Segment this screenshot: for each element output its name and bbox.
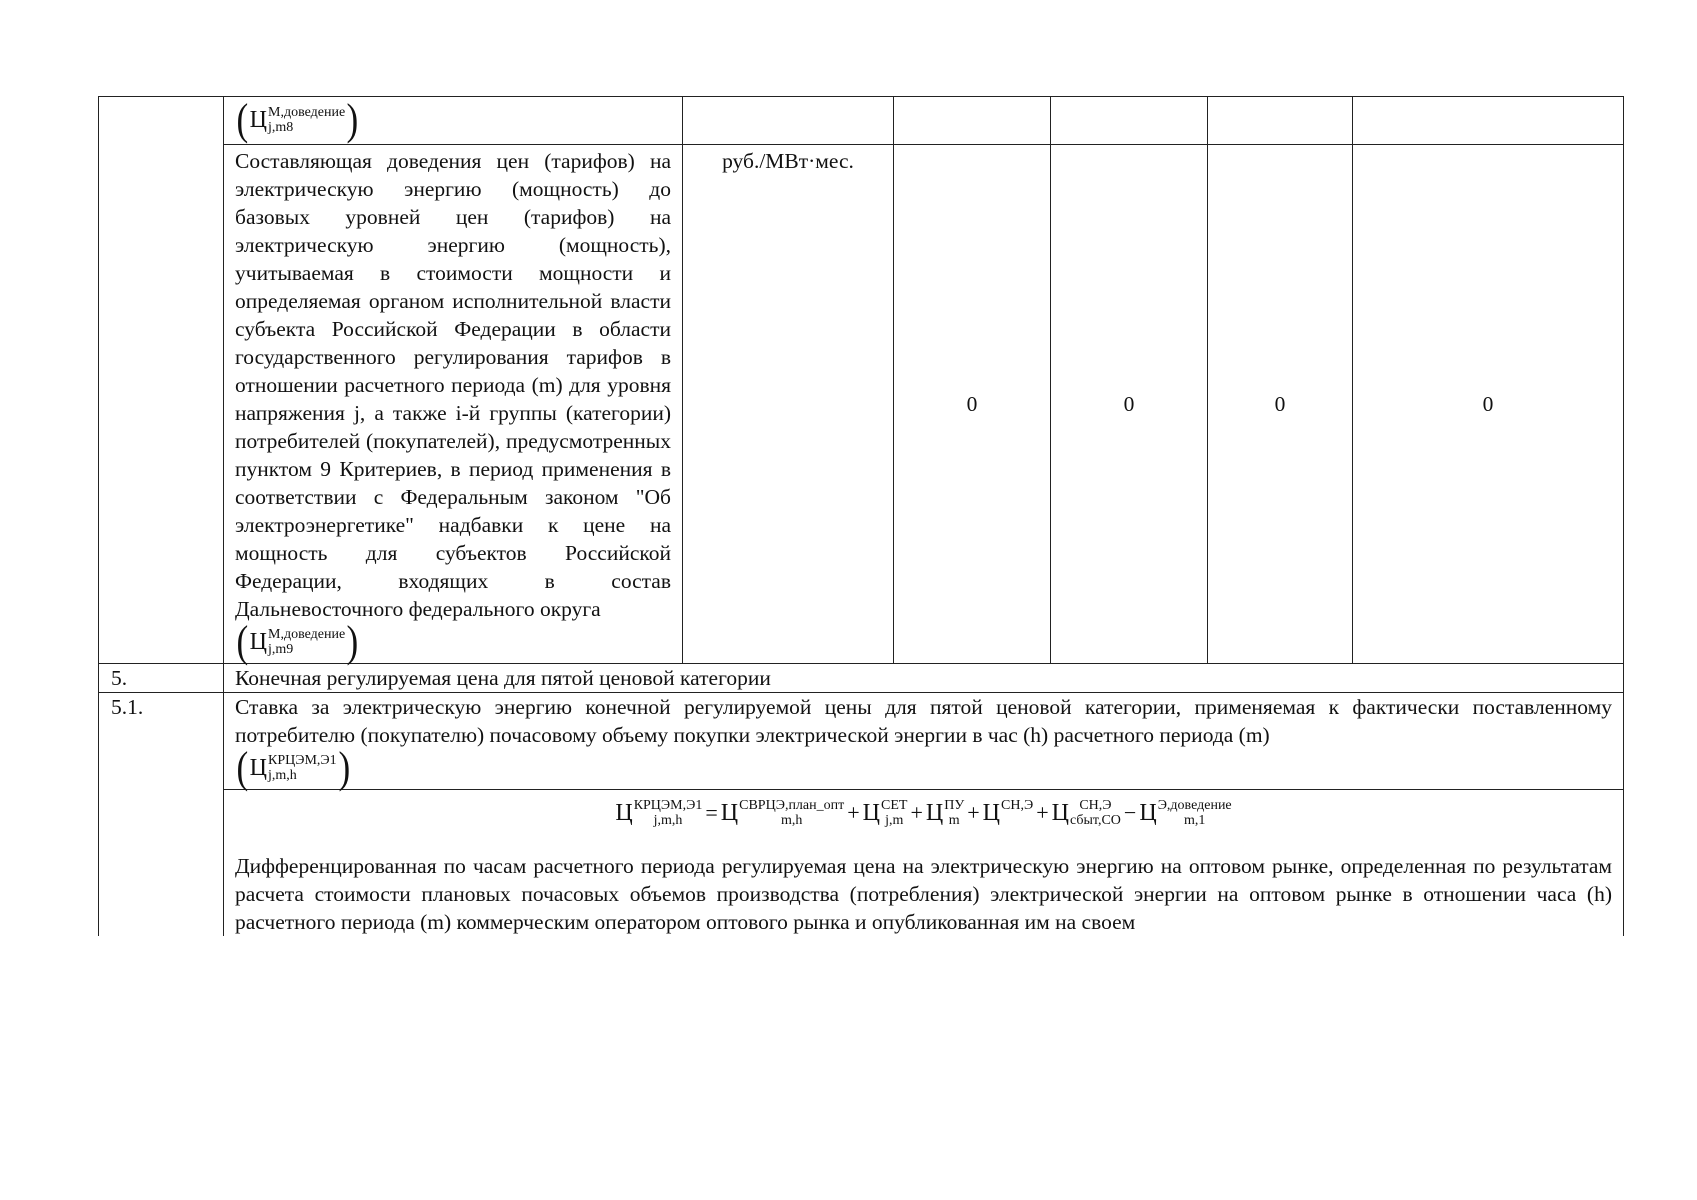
formula-cell xyxy=(224,790,1624,937)
description-cell xyxy=(224,693,1624,790)
formula-subscript: сбыт,СО xyxy=(1069,813,1121,828)
row-number-cell: 5. xyxy=(99,664,224,693)
row-number-cell: 5.1. xyxy=(99,693,224,937)
description-text: Составляющая доведения цен (тарифов) на электрическую энергию (мощность) до базовых уровней цен (тарифов) на электрическую энергию (мощность), учитываемая в стоимости мощности и определяемая органом исполнительной власти субъекта Российской Федерации в области государственного регулирования тарифов в отношении расчетного периода (m) для уровня напряжения j, а также i-й группы (категории) потребителей (покупателей), предусмотренных пунктом 9 Критериев, в период применения в соответствии с Федеральным законом "Об электроэнергетике" надбавки к цене на мощность для субъектов Российской Федерации, входящих в состав Дальневосточного федерального округа xyxy=(235,149,671,621)
formula-operator: − xyxy=(1123,800,1137,825)
symbol-subscript: j,m,h xyxy=(268,768,297,783)
description-text: Дифференцированная по часам расчетного периода регулируемая цена на электрическую энергию на оптовом рынке, определенная по результатам расчета стоимости плановых почасовых объемов производства (потребления) электрической энергии на оптовом рынке в отношении часа (h) расчетного периода (m) коммерческим оператором оптового рынка и опубликованная им на своем xyxy=(235,854,1612,934)
unit-cell xyxy=(683,97,894,145)
price-formula: Ц КРЦЭМ,Э1 j,m,h = Ц СВРЦЭ,план_опт m,h + Ц СЕТ j,m + Ц ПУ m + Ц СН,Э + Ц СН,Э сбыт,СО − Ц Э,доведение m,1 xyxy=(615,798,1232,828)
symbol-superscript: М,доведение xyxy=(268,104,346,120)
symbol-superscript: М,доведение xyxy=(268,627,346,642)
symbol-cell xyxy=(224,94,683,145)
formula-superscript: КРЦЭМ,Э1 xyxy=(633,798,703,813)
formula-superscript: СВРЦЭ,план_опт xyxy=(739,798,845,813)
value-cell xyxy=(1208,97,1353,145)
formula-subscript: m,h xyxy=(780,813,803,828)
symbol-subscript: j,m9 xyxy=(268,642,294,657)
formula-operator: + xyxy=(1036,800,1049,825)
formula-term: Ц СН,Э сбыт,СО xyxy=(1051,798,1121,828)
formula-subscript xyxy=(1001,813,1033,828)
formula-superscript: СЕТ xyxy=(881,798,908,813)
description-cell xyxy=(224,145,683,664)
price-symbol-m8: ( Ц М,доведение j,m8 ) xyxy=(236,94,359,144)
unit-text: руб./МВт·мес. xyxy=(722,149,854,173)
symbol-subscript: j,m8 xyxy=(268,119,294,135)
value-cell xyxy=(894,97,1051,145)
equals-sign: = xyxy=(705,800,718,825)
formula-term: Ц СН,Э xyxy=(982,798,1034,826)
formula-operator: + xyxy=(847,800,860,825)
value-cell: 0 xyxy=(1208,145,1353,664)
formula-term: Ц СВРЦЭ,план_опт m,h xyxy=(720,798,845,828)
value-cell xyxy=(1353,97,1624,145)
formula-superscript: ПУ xyxy=(944,798,965,813)
formula-subscript: m,1 xyxy=(1183,813,1206,828)
formula-operator: + xyxy=(910,800,923,825)
formula-operator: + xyxy=(967,800,980,825)
table-row xyxy=(99,97,1624,145)
formula-term: Ц Э,доведение m,1 xyxy=(1139,798,1232,828)
symbol-superscript: КРЦЭМ,Э1 xyxy=(268,753,337,768)
formula-terms xyxy=(721,798,1232,828)
value-cell: 0 xyxy=(1051,145,1208,664)
description-text: Ставка за электрическую энергию конечной регулируемой цены для пятой ценовой категории, применяемая к фактически поставленному потребителю (покупателю) почасовому объему покупки электрической энергии в час (h) расчетного периода (m) xyxy=(235,695,1612,747)
table-row xyxy=(99,664,1624,693)
row-number-cell xyxy=(99,97,224,664)
price-symbol-m9: ( Ц М,доведение j,m9 ) xyxy=(236,617,359,666)
formula-subscript: j,m xyxy=(885,813,904,828)
unit-cell xyxy=(683,145,894,664)
formula-superscript: СН,Э xyxy=(1079,798,1112,813)
formula-superscript: СН,Э xyxy=(1001,798,1034,813)
formula-subscript: m xyxy=(948,813,960,828)
value-cell: 0 xyxy=(894,145,1051,664)
formula-subscript: j,m,h xyxy=(653,813,683,828)
table-row xyxy=(99,790,1624,937)
value-cell xyxy=(1051,97,1208,145)
formula-term: Ц ПУ m xyxy=(925,798,965,828)
price-symbol-51: ( Ц КРЦЭМ,Э1 j,m,h ) xyxy=(236,743,350,792)
section-title-cell: Конечная регулируемая цена для пятой ценовой категории xyxy=(224,664,1624,693)
formula-superscript: Э,доведение xyxy=(1157,798,1232,813)
tariff-table xyxy=(98,96,1624,936)
value-cell: 0 xyxy=(1353,145,1624,664)
formula-term: Ц СЕТ j,m xyxy=(862,798,908,828)
table-row xyxy=(99,145,1624,664)
table-row xyxy=(99,693,1624,790)
